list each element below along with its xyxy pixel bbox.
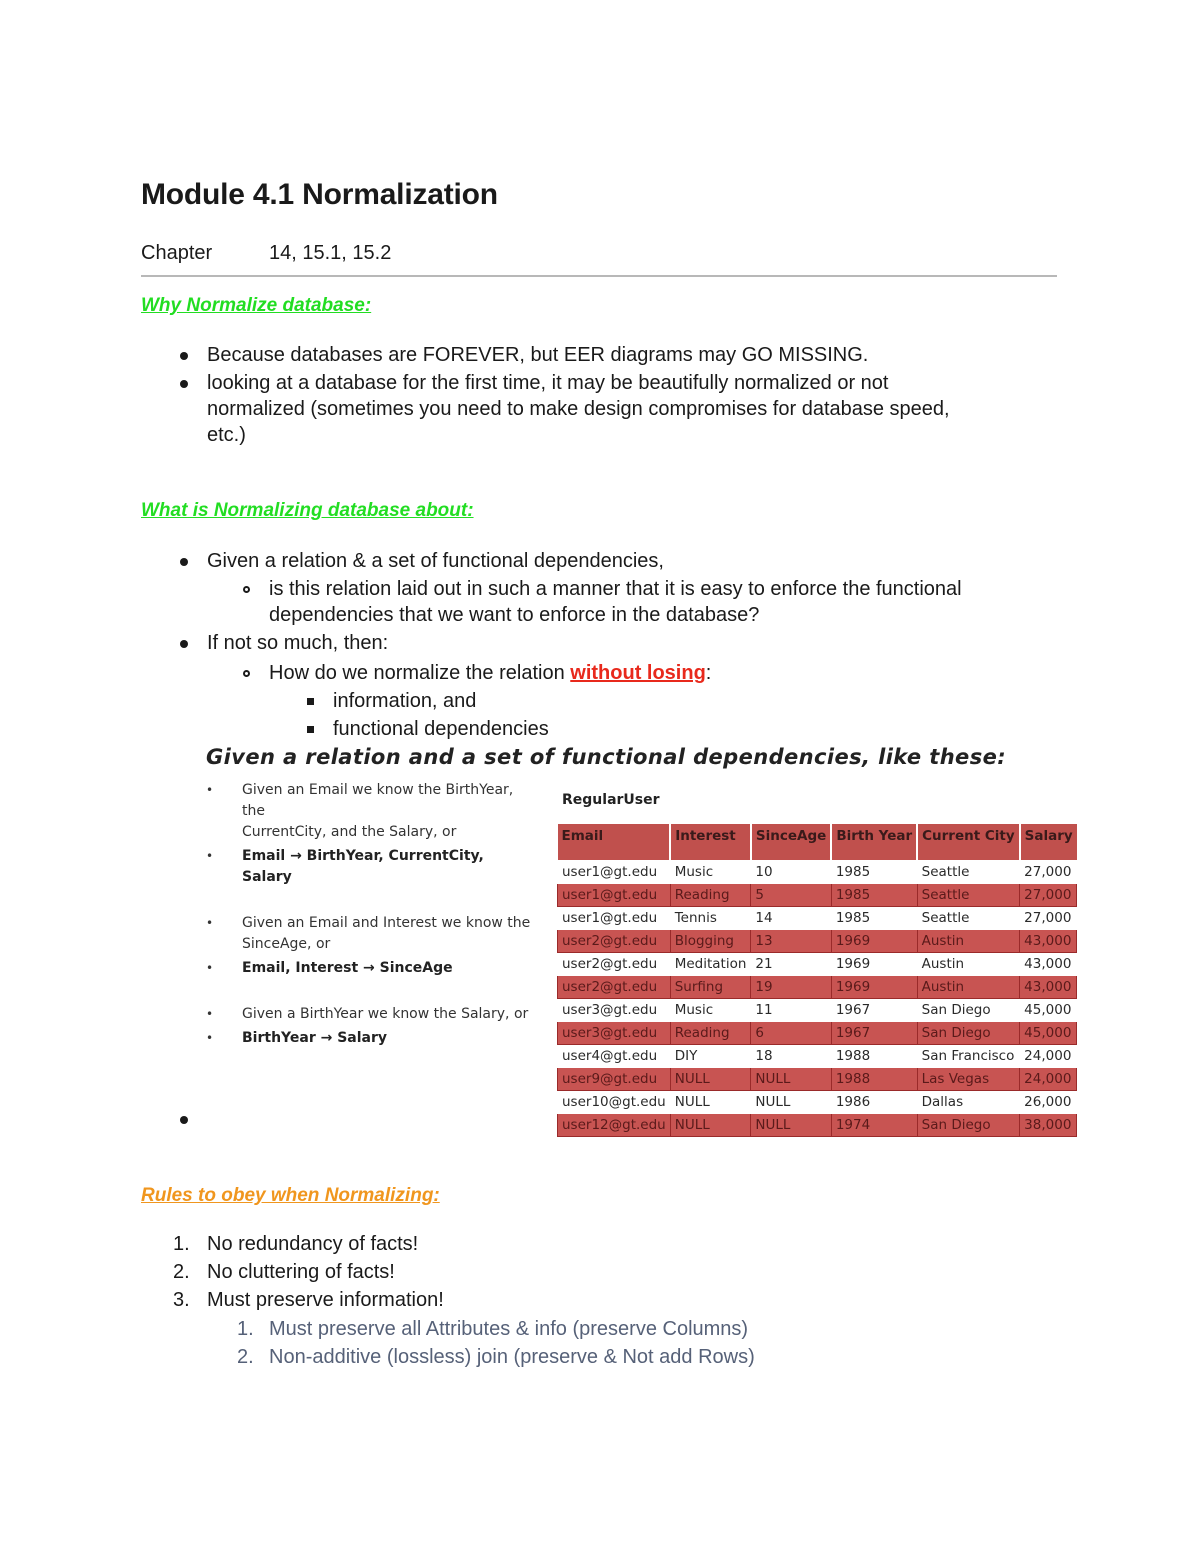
table-cell: Reading <box>670 884 751 907</box>
section-heading-what: What is Normalizing database about: <box>141 500 474 521</box>
table-row <box>558 1091 1077 1114</box>
table-cell: Surfing <box>670 976 751 999</box>
fd-text: SinceAge, or <box>242 936 331 952</box>
table-row <box>558 1114 1077 1137</box>
table-cell: Music <box>670 861 751 884</box>
fd-item <box>206 1004 536 1025</box>
handwritten-figure-title: Given a relation and a set of functional dependencies, like these: <box>206 745 1007 769</box>
table-cell: Seattle <box>917 907 1020 930</box>
table-cell: NULL <box>751 1114 831 1137</box>
fd-text: Given a BirthYear we know the Salary, or <box>242 1006 529 1022</box>
table-cell: 26,000 <box>1020 1091 1077 1114</box>
dot-icon: • <box>206 1031 214 1045</box>
column-header: Current City <box>917 824 1020 861</box>
table-cell: 45,000 <box>1020 1022 1077 1045</box>
table-cell: 43,000 <box>1020 976 1077 999</box>
list-item: Because databases are FOREVER, but EER diagrams may GO MISSING. <box>207 344 869 366</box>
table-cell: 43,000 <box>1020 953 1077 976</box>
table-row <box>558 1045 1077 1068</box>
table-row <box>558 907 1077 930</box>
table-cell: 14 <box>751 907 831 930</box>
list-item: Given a relation & a set of functional dependencies, <box>207 550 664 572</box>
sub-list-text: How do we normalize the relation <box>269 662 571 684</box>
without-losing-emphasis: without losing <box>570 662 706 684</box>
table-cell: Music <box>670 999 751 1022</box>
section-heading-why: Why Normalize database: <box>141 295 372 316</box>
sub-list-item-continued: dependencies that we want to enforce in the database? <box>269 604 760 626</box>
table-cell: San Diego <box>917 1114 1020 1137</box>
table-cell: Seattle <box>917 861 1020 884</box>
fd-item <box>206 913 536 955</box>
table-cell: 19 <box>751 976 831 999</box>
ordered-item <box>173 1259 395 1285</box>
section-heading-rules: Rules to obey when Normalizing: <box>141 1185 440 1206</box>
table-cell: user4@gt.edu <box>558 1045 671 1068</box>
table-cell: user3@gt.edu <box>558 1022 671 1045</box>
table-cell: Meditation <box>670 953 751 976</box>
fd-item <box>206 780 536 843</box>
item-text: Must preserve all Attributes & info (preserve Columns) <box>269 1318 749 1340</box>
table-cell: 5 <box>751 884 831 907</box>
table-cell: 1967 <box>831 999 917 1022</box>
ordered-sub-item <box>237 1316 749 1342</box>
table-cell: San Diego <box>917 999 1020 1022</box>
table-cell: NULL <box>670 1068 751 1091</box>
table-cell: NULL <box>751 1091 831 1114</box>
column-header: Email <box>558 824 671 861</box>
table-cell: 1986 <box>831 1091 917 1114</box>
table-cell: 1967 <box>831 1022 917 1045</box>
dot-icon: • <box>206 1007 214 1021</box>
square-bullet-icon <box>307 698 314 705</box>
fd-rule-text: Email → BirthYear, CurrentCity, Salary <box>242 848 484 885</box>
table-header-row <box>558 824 1077 861</box>
fd-rule <box>206 1028 536 1049</box>
table-cell: user12@gt.edu <box>558 1114 671 1137</box>
chapter-value: 14, 15.1, 15.2 <box>269 242 392 264</box>
sub-list-item <box>269 660 711 686</box>
item-text: No cluttering of facts! <box>207 1261 395 1283</box>
table-cell: 27,000 <box>1020 884 1077 907</box>
table-cell: user2@gt.edu <box>558 930 671 953</box>
sub-sub-list-item: information, and <box>333 690 477 712</box>
table-cell: Las Vegas <box>917 1068 1020 1091</box>
table-cell: user10@gt.edu <box>558 1091 671 1114</box>
hollow-bullet-icon <box>243 586 250 593</box>
fd-rule <box>206 846 536 888</box>
table-row <box>558 1022 1077 1045</box>
table-cell: user1@gt.edu <box>558 907 671 930</box>
list-item-continued: normalized (sometimes you need to make design compromises for database speed, <box>207 398 950 420</box>
table-cell: 1969 <box>831 976 917 999</box>
table-cell: San Diego <box>917 1022 1020 1045</box>
table-cell: 1985 <box>831 884 917 907</box>
table-cell: user1@gt.edu <box>558 884 671 907</box>
table-row <box>558 930 1077 953</box>
table-cell: user2@gt.edu <box>558 953 671 976</box>
table-cell: 13 <box>751 930 831 953</box>
ordered-item <box>173 1287 444 1313</box>
item-number: 2. <box>237 1346 254 1368</box>
list-item: If not so much, then: <box>207 632 389 654</box>
table-cell: Reading <box>670 1022 751 1045</box>
table-cell: 1969 <box>831 930 917 953</box>
dot-icon: • <box>206 916 214 930</box>
fd-rule-text: Email, Interest → SinceAge <box>242 960 453 976</box>
table-cell: NULL <box>751 1068 831 1091</box>
table-cell: 24,000 <box>1020 1068 1077 1091</box>
table-cell: 1974 <box>831 1114 917 1137</box>
fd-list <box>206 780 536 1049</box>
dot-icon: • <box>206 961 214 975</box>
table-cell: 18 <box>751 1045 831 1068</box>
table-cell: 38,000 <box>1020 1114 1077 1137</box>
item-number: 3. <box>173 1289 190 1311</box>
table-cell: 1985 <box>831 907 917 930</box>
bullet-icon <box>180 352 188 360</box>
table-cell: 43,000 <box>1020 930 1077 953</box>
table-cell: Dallas <box>917 1091 1020 1114</box>
table-row <box>558 1068 1077 1091</box>
table-cell: user1@gt.edu <box>558 861 671 884</box>
item-text: Must preserve information! <box>207 1289 444 1311</box>
table-cell: Austin <box>917 930 1020 953</box>
table-cell: 45,000 <box>1020 999 1077 1022</box>
list-item-continued: etc.) <box>207 424 246 446</box>
table-cell: 1985 <box>831 861 917 884</box>
list-item: looking at a database for the first time, it may be beautifully normalized or not <box>207 372 889 394</box>
hollow-bullet-icon <box>243 670 250 677</box>
bullet-icon <box>180 558 188 566</box>
item-text: Non-additive (lossless) join (preserve & Not add Rows) <box>269 1346 755 1368</box>
fd-text: Given an Email and Interest we know the <box>242 915 531 931</box>
table-row <box>558 999 1077 1022</box>
table-cell: NULL <box>670 1091 751 1114</box>
table-cell: user2@gt.edu <box>558 976 671 999</box>
table-row <box>558 884 1077 907</box>
table-cell: 27,000 <box>1020 861 1077 884</box>
chapter-line <box>141 242 392 265</box>
table-cell: 24,000 <box>1020 1045 1077 1068</box>
fd-text: Given an Email we know the BirthYear, the <box>242 782 514 819</box>
fd-rule-text: BirthYear → Salary <box>242 1030 388 1046</box>
table-row <box>558 953 1077 976</box>
page-title: Module 4.1 Normalization <box>141 178 498 211</box>
bullet-icon <box>180 380 188 388</box>
regular-user-table <box>557 824 1077 1137</box>
table-body <box>558 861 1077 1137</box>
fd-rule <box>206 958 536 979</box>
bullet-icon <box>180 640 188 648</box>
column-header: Salary <box>1020 824 1077 861</box>
table-cell: user3@gt.edu <box>558 999 671 1022</box>
table-cell: Tennis <box>670 907 751 930</box>
table-row <box>558 861 1077 884</box>
ordered-item <box>173 1231 419 1257</box>
table-cell: 1988 <box>831 1068 917 1091</box>
table-caption: RegularUser <box>562 792 660 808</box>
table-cell: DIY <box>670 1045 751 1068</box>
column-header: Interest <box>670 824 751 861</box>
square-bullet-icon <box>307 726 314 733</box>
sub-list-item: is this relation laid out in such a manner that it is easy to enforce the functional <box>269 578 962 600</box>
table-cell: Austin <box>917 976 1020 999</box>
dot-icon: • <box>206 849 214 863</box>
column-header: SinceAge <box>751 824 831 861</box>
table-cell: 11 <box>751 999 831 1022</box>
table-row <box>558 976 1077 999</box>
divider <box>141 275 1057 277</box>
table-cell: 1969 <box>831 953 917 976</box>
item-number: 1. <box>237 1318 254 1340</box>
table-cell: 6 <box>751 1022 831 1045</box>
table-cell: 10 <box>751 861 831 884</box>
sub-sub-list-item: functional dependencies <box>333 718 549 740</box>
table-cell: Austin <box>917 953 1020 976</box>
table-cell: NULL <box>670 1114 751 1137</box>
item-text: No redundancy of facts! <box>207 1233 419 1255</box>
dot-icon: • <box>206 783 214 797</box>
table-cell: 27,000 <box>1020 907 1077 930</box>
table-cell: 1988 <box>831 1045 917 1068</box>
table-cell: Seattle <box>917 884 1020 907</box>
table-cell: Blogging <box>670 930 751 953</box>
item-number: 1. <box>173 1233 190 1255</box>
bullet-icon <box>180 1116 188 1124</box>
sub-list-colon: : <box>705 662 712 684</box>
column-header: Birth Year <box>831 824 917 861</box>
table-cell: San Francisco <box>917 1045 1020 1068</box>
ordered-sub-item <box>237 1344 755 1370</box>
table-cell: 21 <box>751 953 831 976</box>
item-number: 2. <box>173 1261 190 1283</box>
chapter-label: Chapter <box>141 242 213 264</box>
fd-text: CurrentCity, and the Salary, or <box>242 824 457 840</box>
table-cell: user9@gt.edu <box>558 1068 671 1091</box>
